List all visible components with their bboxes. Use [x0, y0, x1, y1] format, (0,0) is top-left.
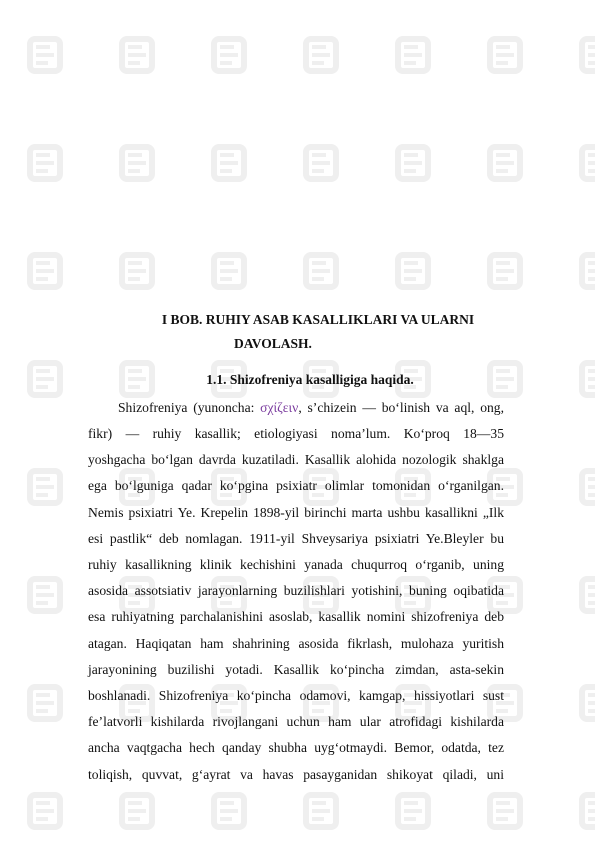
paragraph-line-3: yoshgacha bo‘lgan davrda kuzatiladi. Kasallik alohida nozologik shaklga [88, 452, 504, 468]
paragraph-line-4: ega bo‘lguniga qadar ko‘pgina psixiatr olimlar tomonidan o‘rganilgan. [88, 478, 504, 494]
paragraph-line-1 [118, 398, 504, 418]
paragraph-line-15: toliqish, quvvat, g‘ayrat va havas pasayganidan shikoyat qiladi, uni [88, 766, 504, 782]
paragraph-line-12: boshlanadi. Shizofreniya ko‘pincha odamovi, kamgap, hissiyotlari sust [88, 688, 504, 703]
paragraph-line-14: ancha vaqtgacha hech qanday shubha uyg‘otmaydi. Bemor, odatda, tez [88, 740, 504, 756]
paragraph-line-13: fe’latvorli kishilarda rivojlangani uchun ham ular atrofidagi kishilarda [88, 714, 504, 730]
paragraph-line-6: esi pastlik“ deb nomlagan. 1911-yil Shveysariya psixiatri Ye.Bleyler bu [88, 530, 504, 546]
section-title: 1.1. Shizofreniya kasalligiga haqida. [206, 372, 414, 387]
greek-term: σχίζειν [260, 400, 299, 415]
paragraph-line-8: asosida assotsiativ jarayonlarning buzilishlari yotishini, buning oqibatida [88, 583, 504, 599]
paragraph-line-7: ruhiy kasallikning klinik kechishini yanada chuqurroq o‘rganib, uning [88, 557, 504, 572]
paragraph-line-10: atagan. Haqiqatan ham shahrining asosida fikrlash, mulohaza yuritish [88, 635, 504, 651]
paragraph-line-9: esa ruhiyatning parchalanishini asoslab, kasallik nomini shizofreniya deb [88, 609, 504, 625]
chapter-title-line-1: I BOB. RUHIY ASAB KASALLIKLARI VA ULARNI [161, 312, 475, 327]
paragraph-line-1-prefix: Shizofreniya (yunoncha: [118, 400, 261, 415]
paragraph-line-11: jarayonining buzilishi yotadi. Kasallik ko‘pincha zimdan, asta-sekin [88, 661, 504, 677]
paragraph-line-1-suffix: , s’chizein — bo‘linish va aql, ong, [298, 400, 504, 415]
chapter-title-line-2: DAVOLASH. [234, 336, 312, 351]
paragraph-line-2: fikr) — ruhiy kasallik; etiologiyasi noma’lum. Ko‘proq 18—35 [88, 426, 504, 441]
paragraph-line-5: Nemis psixiatri Ye. Krepelin 1898-yil birinchi marta ushbu kasallikni „Ilk [88, 504, 504, 520]
